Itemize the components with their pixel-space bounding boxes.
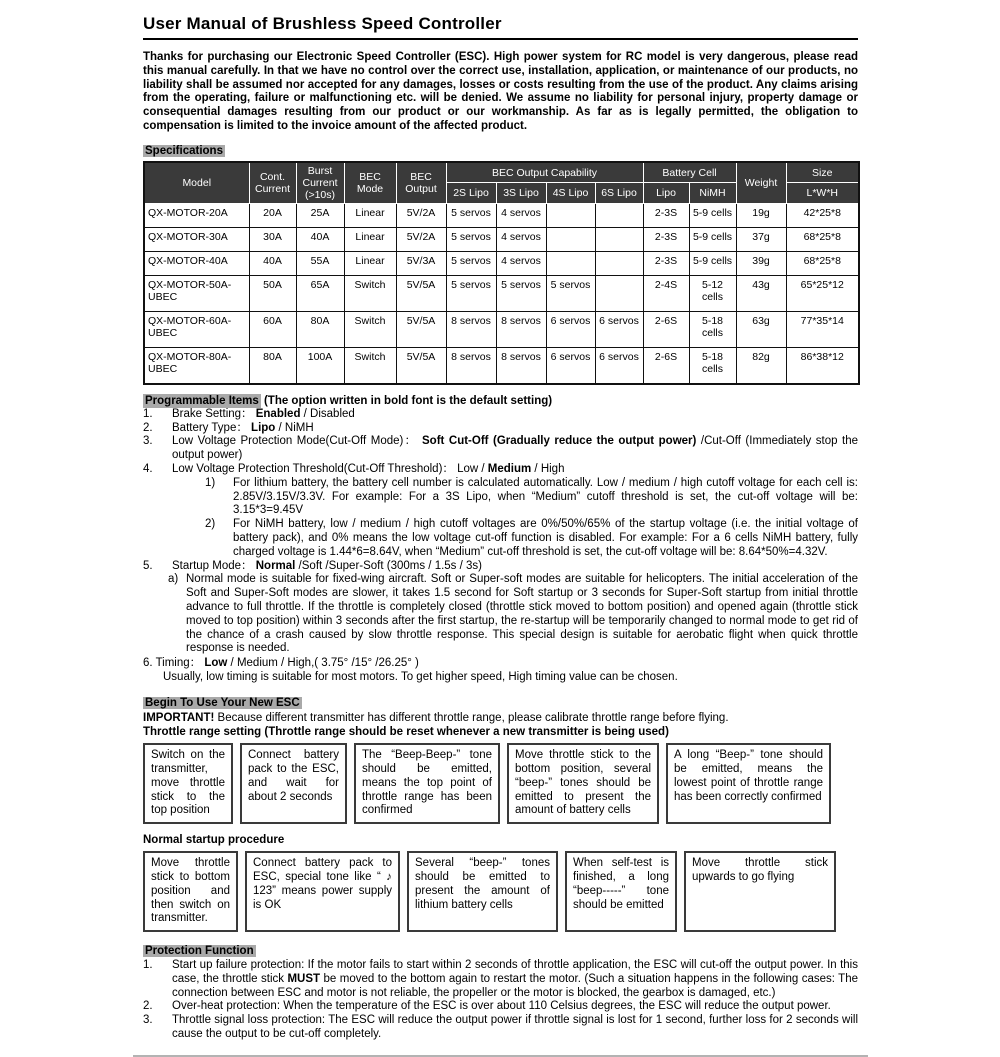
list-number: 4. <box>143 462 153 475</box>
throttle-step-4: Move throttle stick to the bottom position, several “beep-” tones should be emitted to present the amount of battery cells <box>507 743 659 824</box>
spec-table-cell <box>595 251 643 275</box>
spec-table-cell: 5 servos <box>446 203 496 227</box>
throttle-step-1: Switch on the transmitter, move throttle stick to the top position <box>143 743 233 824</box>
spec-table-cell: 5-18 cells <box>689 347 736 384</box>
throttle-step-3: The “Beep-Beep-” tone should be emitted, means the top point of throttle range has been confirmed <box>354 743 500 824</box>
spec-table-cell: 5V/2A <box>396 227 446 251</box>
text-segment: Soft Cut-Off (Gradually reduce the output power) <box>422 435 697 448</box>
spec-table-cell: QX-MOTOR-20A <box>144 203 249 227</box>
spec-table-row <box>144 251 859 275</box>
list-number: 2) <box>205 518 216 531</box>
text-segment: Low <box>204 657 228 670</box>
spec-table-cell <box>595 275 643 311</box>
list-item-lvp-mode <box>143 435 858 463</box>
spec-table-cell: 68*25*8 <box>786 251 859 275</box>
normal-step-5: Move throttle stick upwards to go flying <box>684 851 836 932</box>
spec-table-cell: 82g <box>736 347 786 384</box>
col-cont-current: Cont. Current <box>249 162 296 204</box>
spec-table-cell: 20A <box>249 203 296 227</box>
programmable-items-section <box>143 394 858 684</box>
spec-table-cell: 2-6S <box>643 311 689 347</box>
spec-table-cell: Linear <box>344 203 396 227</box>
spec-table-cell: QX-MOTOR-40A <box>144 251 249 275</box>
protection-function-section <box>143 941 858 1042</box>
spec-table-cell: 5V/5A <box>396 311 446 347</box>
spec-table-cell: 6 servos <box>546 311 595 347</box>
text-segment: / High <box>531 462 565 475</box>
spec-table-cell: 5 servos <box>446 251 496 275</box>
spec-table-cell: 5V/5A <box>396 347 446 384</box>
spec-table-body <box>144 203 859 384</box>
spec-table-row <box>144 275 859 311</box>
col-bec-mode: BEC Mode <box>344 162 396 204</box>
protection-item-startup-failure <box>143 959 858 1000</box>
spec-table-cell: 6 servos <box>595 347 643 384</box>
spec-table-cell: 8 servos <box>446 311 496 347</box>
spec-table-cell: 65*25*12 <box>786 275 859 311</box>
spec-table-cell: 5 servos <box>446 275 496 311</box>
list-text: For lithium battery, the battery cell number is calculated automatically. Low / medium / high cutoff voltage for each cell is: 2.85V/3.15V/3.3V. For example: For a 3S Lipo, when “Medium” cutoff threshold is set, the cut-off voltage will be: 3.15*3=9.45V <box>233 476 858 517</box>
spec-table-cell: 6 servos <box>546 347 595 384</box>
programmable-heading: Programmable Items <box>145 394 259 407</box>
list-text: Normal mode is suitable for fixed-wing aircraft. Soft or Super-soft modes are suitable for helicopters. The initial acceleration of the Soft and Super-Soft modes are slower, it takes 1.5 second for Soft startup or 3 seconds for Super-Soft startup from initial throttle advance to full throttle. If the throttle is completely closed (throttle stick moved to bottom position) and opened again (throttle stick moved to top position) within 3 seconds after the first startup, the re-startup will be temporarily changed to normal mode to get rid of the chance of a crash caused by slow throttle response. This special design is suitable for aerobatic flight when quick throttle response is needed. <box>186 573 858 655</box>
col-6s-lipo: 6S Lipo <box>595 183 643 203</box>
begin-to-use-section <box>143 693 858 932</box>
spec-table-cell: 5 servos <box>546 275 595 311</box>
list-number: 1) <box>205 476 216 489</box>
text-segment: Because different transmitter has different throttle range, please calibrate throttle range before flying. <box>214 712 729 725</box>
spec-table-cell: 2-3S <box>643 227 689 251</box>
spec-table-cell <box>546 203 595 227</box>
throttle-step-2: Connect battery pack to the ESC, and wait for about 2 seconds <box>240 743 347 824</box>
spec-table-cell <box>595 203 643 227</box>
protection-item-signal-loss <box>143 1014 858 1042</box>
list-item-startup-mode <box>143 560 858 574</box>
throttle-range-heading: Throttle range setting (Throttle range should be reset whenever a new transmitter is being used) <box>143 726 669 739</box>
col-bec-output: BEC Output <box>396 162 446 204</box>
list-number: 2. <box>143 421 153 434</box>
col-weight: Weight <box>736 162 786 204</box>
spec-table-cell: 5V/2A <box>396 203 446 227</box>
spec-table-cell: 8 servos <box>446 347 496 384</box>
normal-step-1: Move throttle stick to bottom position and then switch on transmitter. <box>143 851 238 932</box>
spec-table-cell: 2-3S <box>643 251 689 275</box>
programmable-heading-line <box>143 394 858 408</box>
text-segment: /Soft /Super-Soft (300ms / 1.5s / 3s) <box>295 559 482 572</box>
list-text <box>172 463 858 477</box>
list-item-brake <box>143 408 858 422</box>
timing-note: Usually, low timing is suitable for most motors. To get higher speed, High timing value can be chosen. <box>163 671 678 684</box>
text-segment: be moved to the bottom again to restart the motor. (Such a situation happens in the following cases: The connection between ESC and motor is not reliable, the propeller or the motor is blocked, the gearbox is damaged, etc.) <box>172 972 858 999</box>
text-segment: MUST <box>287 972 321 985</box>
spec-table-cell: QX-MOTOR-30A <box>144 227 249 251</box>
col-group-battery-cell: Battery Cell <box>643 162 736 183</box>
spec-table-cell: 77*35*14 <box>786 311 859 347</box>
list-text <box>172 1014 858 1042</box>
spec-table-cell: 60A <box>249 311 296 347</box>
text-segment: IMPORTANT! <box>143 712 215 725</box>
col-lipo: Lipo <box>643 183 689 203</box>
list-text <box>172 435 858 463</box>
spec-table-cell: 5V/5A <box>396 275 446 311</box>
protection-item-overheat <box>143 1000 858 1014</box>
spec-table-cell <box>546 227 595 251</box>
spec-table-cell: 37g <box>736 227 786 251</box>
spec-table-cell: 2-6S <box>643 347 689 384</box>
spec-table-cell: 68*25*8 <box>786 227 859 251</box>
spec-table-cell: 2-3S <box>643 203 689 227</box>
spec-table-cell: 86*38*12 <box>786 347 859 384</box>
text-segment: / NiMH <box>275 421 314 434</box>
spec-table-row <box>144 203 859 227</box>
text-segment: Over-heat protection: When the temperature of the ESC is over about 110 Celsius degrees, the ESC will reduce the output power. <box>172 1000 831 1013</box>
spec-table-cell: 80A <box>249 347 296 384</box>
text-segment: /Cut-Off (Immediately stop the output power) <box>172 435 859 462</box>
spec-table-cell: QX-MOTOR-80A-UBEC <box>144 347 249 384</box>
normal-step-4: When self-test is finished, a long “beep-----” tone should be emitted <box>565 851 677 932</box>
list-number: 3. <box>143 1014 153 1027</box>
spec-table-cell: 30A <box>249 227 296 251</box>
spec-table-cell: Linear <box>344 227 396 251</box>
list-item-timing <box>143 656 858 670</box>
spec-table-cell: 5-9 cells <box>689 227 736 251</box>
sub-item-nimh <box>205 518 858 559</box>
title-divider <box>143 38 858 40</box>
normal-step-3: Several “beep-” tones should be emitted to present the amount of lithium battery cells <box>407 851 558 932</box>
text-segment: 6. Timing： <box>143 657 205 670</box>
spec-table-row <box>144 311 859 347</box>
list-number: 2. <box>143 1000 153 1013</box>
spec-table-cell: 65A <box>296 275 344 311</box>
normal-step-2: Connect battery pack to ESC, special tone like “ ♪ 123” means power supply is OK <box>245 851 400 932</box>
text-segment: Battery Type： <box>172 421 252 434</box>
spec-table-cell: 25A <box>296 203 344 227</box>
spec-header-row-top <box>144 162 859 183</box>
text-segment: Low Voltage Protection Mode(Cut-Off Mode)： <box>172 435 423 448</box>
col-model: Model <box>144 162 249 204</box>
text-segment: / Disabled <box>300 407 355 420</box>
spec-table-cell <box>546 251 595 275</box>
spec-table-cell: 43g <box>736 275 786 311</box>
spec-table-cell: Switch <box>344 347 396 384</box>
spec-table-cell: Linear <box>344 251 396 275</box>
col-nimh: NiMH <box>689 183 736 203</box>
spec-table-cell: 4 servos <box>496 251 546 275</box>
text-segment: Brake Setting： <box>172 407 256 420</box>
col-3s-lipo: 3S Lipo <box>496 183 546 203</box>
list-text <box>172 959 858 1000</box>
col-2s-lipo: 2S Lipo <box>446 183 496 203</box>
spec-table-cell: 40A <box>249 251 296 275</box>
spec-table-cell: 6 servos <box>595 311 643 347</box>
spec-table-cell: Switch <box>344 275 396 311</box>
sub-item-normal-mode <box>168 573 858 656</box>
protection-heading: Protection Function <box>145 945 254 958</box>
col-size: Size <box>786 162 859 183</box>
col-4s-lipo: 4S Lipo <box>546 183 595 203</box>
spec-table-cell: 5-9 cells <box>689 251 736 275</box>
page-title: User Manual of Brushless Speed Controller <box>143 14 502 33</box>
intro-paragraph: Thanks for purchasing our Electronic Speed Controller (ESC). High power system for RC model is very dangerous, please read this manual carefully. In that we have no control over the correct use, installation, application, or maintenance of our products, no liability shall be assumed nor accepted for any damages, losses or costs resulting from the use of the product. Any claims arising from the operating, failure or malfunctioning etc. will be denied. We assume no liability for personal injury, property damage or consequential damages resulting from our product or our workmanship. As far as is legally permitted, the obligation to compensation is limited to the invoice amount of the affected product. <box>143 51 858 132</box>
list-text <box>172 560 858 574</box>
text-segment: Low Voltage Protection Threshold(Cut-Off Threshold)： Low / <box>172 462 488 475</box>
spec-table-row <box>144 347 859 384</box>
important-line <box>143 711 858 725</box>
normal-steps-row <box>143 851 858 932</box>
spec-table-cell: QX-MOTOR-60A-UBEC <box>144 311 249 347</box>
list-number: 3. <box>143 435 153 448</box>
list-item-battery-type <box>143 422 858 436</box>
throttle-steps-row <box>143 743 858 824</box>
list-text <box>172 1000 858 1014</box>
col-burst-current: Burst Current (>10s) <box>296 162 344 204</box>
list-number: a) <box>168 573 179 586</box>
spec-table-cell <box>595 227 643 251</box>
spec-table-cell: 5-9 cells <box>689 203 736 227</box>
text-segment: Normal <box>255 559 296 572</box>
list-number: 5. <box>143 559 153 572</box>
spec-table-cell: 8 servos <box>496 347 546 384</box>
spec-table-cell: 5-12 cells <box>689 275 736 311</box>
spec-table-cell: 63g <box>736 311 786 347</box>
text-segment: / Medium / High,( 3.75° /15° /26.25° ) <box>227 657 419 670</box>
spec-table-cell: 100A <box>296 347 344 384</box>
programmable-heading-note: (The option written in bold font is the default setting) <box>260 394 553 407</box>
specifications-heading: Specifications <box>145 144 223 157</box>
list-text: For NiMH battery, low / medium / high cutoff voltages are 0%/50%/65% of the startup voltage (i.e. the initial voltage of battery pack), and 0% means the low voltage cut-off function is disabled. For example: For a 6 cells NiMH battery, fully charged voltage is 1.44*6=8.64V, when “Medium” cut-off threshold is set, the cut-off voltage will be: 8.64*50%=4.32V. <box>233 518 858 558</box>
spec-table-cell: 50A <box>249 275 296 311</box>
list-text <box>172 422 858 436</box>
text-segment: Enabled <box>255 407 301 420</box>
col-group-bec-capability: BEC Output Capability <box>446 162 643 183</box>
spec-table-cell: 39g <box>736 251 786 275</box>
specifications-section <box>143 141 858 385</box>
text-segment: Medium <box>487 462 532 475</box>
spec-table-cell: 8 servos <box>496 311 546 347</box>
spec-table-cell: 55A <box>296 251 344 275</box>
spec-table-cell: 80A <box>296 311 344 347</box>
normal-startup-heading: Normal startup procedure <box>143 834 285 847</box>
spec-table-cell: 5 servos <box>446 227 496 251</box>
text-segment: Lipo <box>251 421 276 434</box>
list-number: 1. <box>143 959 153 972</box>
spec-table-row <box>144 227 859 251</box>
text-segment: Startup Mode： <box>172 559 256 572</box>
spec-table-cell: 4 servos <box>496 203 546 227</box>
list-text <box>172 408 858 422</box>
text-segment: Throttle signal loss protection: The ESC will reduce the output power if throttle signal is lost for 1 second, further loss for 2 seconds will cause the output to be cut-off completely. <box>172 1014 858 1041</box>
text-segment: Start up failure protection: If the motor fails to start within 2 seconds of throttle application, the ESC will cut-off the output power. In this case, the throttle stick <box>172 959 858 985</box>
spec-table-header <box>144 162 859 204</box>
spec-table-cell: Switch <box>344 311 396 347</box>
spec-table-cell: 4 servos <box>496 227 546 251</box>
spec-table-cell: QX-MOTOR-50A-UBEC <box>144 275 249 311</box>
sub-item-lithium <box>205 477 858 518</box>
spec-table-cell: 40A <box>296 227 344 251</box>
begin-heading: Begin To Use Your New ESC <box>145 697 300 710</box>
throttle-step-5: A long “Beep-” tone should be emitted, means the lowest point of throttle range has been correctly confirmed <box>666 743 831 824</box>
spec-table-cell: 5V/3A <box>396 251 446 275</box>
spec-table-cell: 42*25*8 <box>786 203 859 227</box>
spec-table-cell: 19g <box>736 203 786 227</box>
spec-table-cell: 5 servos <box>496 275 546 311</box>
list-item-lvp-threshold <box>143 463 858 477</box>
list-number: 1. <box>143 407 153 420</box>
specifications-table <box>143 161 860 385</box>
spec-table-cell: 2-4S <box>643 275 689 311</box>
col-lwh: L*W*H <box>786 183 859 203</box>
spec-table-cell: 5-18 cells <box>689 311 736 347</box>
